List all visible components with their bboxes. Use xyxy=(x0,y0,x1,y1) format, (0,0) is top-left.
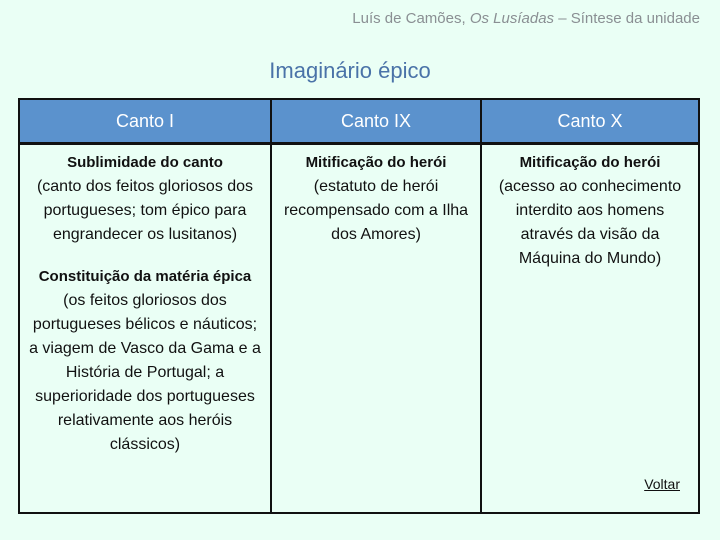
page-title: Imaginário épico xyxy=(269,58,431,83)
cell-canto-i xyxy=(19,144,271,514)
summary-table xyxy=(18,98,700,514)
cell-text: (os feitos gloriosos dos portugueses bélicos e náuticos; a viagem de Vasco da Gama e a História de Portugal; a superioridade dos portugueses relativamente aos heróis clássicos) xyxy=(29,292,261,453)
column-header-canto-ix: Canto IX xyxy=(271,99,481,144)
header-caption xyxy=(352,10,700,27)
cell-text: (canto dos feitos gloriosos dos portugueses; tom épico para engrandecer os lusitanos) xyxy=(36,178,254,243)
column-header-canto-x: Canto X xyxy=(481,99,699,144)
back-link[interactable]: Voltar xyxy=(644,476,680,492)
cell-canto-ix xyxy=(271,144,481,514)
cell-canto-x xyxy=(481,144,699,514)
cell-heading: Mitificação do herói xyxy=(519,154,661,171)
cell-heading: Mitificação do herói xyxy=(305,154,447,171)
column-header-canto-i: Canto I xyxy=(19,99,271,144)
header-work: Os Lusíadas xyxy=(469,10,555,27)
cell-heading: Constituição da matéria épica xyxy=(38,268,252,285)
header-rest: – Síntese da unidade xyxy=(554,10,700,27)
table-row xyxy=(19,144,699,514)
table-header-row xyxy=(19,99,699,144)
cell-text: (estatuto de herói recompensado com a Ilha dos Amores) xyxy=(283,178,469,243)
cell-heading: Sublimidade do canto xyxy=(67,154,223,171)
cell-text: (acesso ao conhecimento interdito aos homens através da visão da Máquina do Mundo) xyxy=(498,178,682,267)
header-author: Luís de Camões, xyxy=(352,10,470,27)
